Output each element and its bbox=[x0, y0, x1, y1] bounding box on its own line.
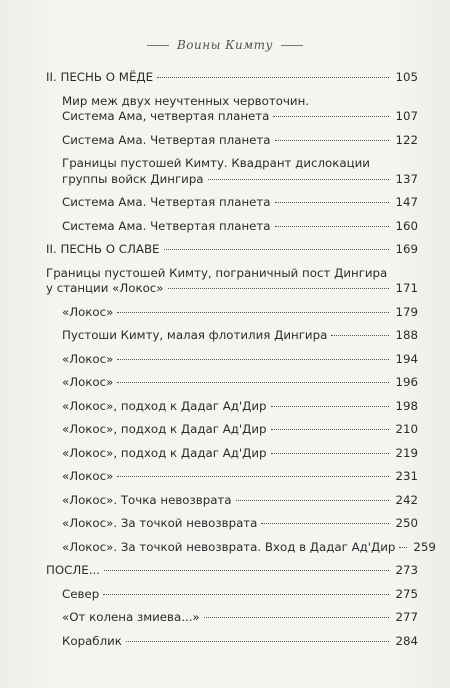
dot-leader bbox=[117, 476, 389, 477]
toc-entry bbox=[46, 305, 418, 321]
page-number: 160 bbox=[395, 218, 418, 233]
page-number: 122 bbox=[395, 132, 418, 147]
toc-entry bbox=[46, 493, 418, 509]
running-header-title: Воины Кимту bbox=[176, 38, 274, 52]
toc-entry-title: Кораблик bbox=[62, 633, 122, 648]
toc-entry bbox=[46, 539, 436, 556]
toc-entry-leader-line bbox=[62, 469, 418, 485]
toc-entry-leader-line bbox=[62, 375, 418, 391]
toc-entry bbox=[46, 634, 418, 650]
dot-leader bbox=[275, 226, 390, 227]
toc-entry bbox=[46, 399, 418, 415]
toc-entry bbox=[46, 563, 418, 579]
toc-entry bbox=[46, 94, 418, 125]
toc-entry-title: «Локос» bbox=[62, 375, 114, 389]
toc-entry-leader-line bbox=[62, 493, 418, 509]
toc-entry-title: группы войск Дингира bbox=[62, 171, 204, 186]
toc-entry bbox=[46, 70, 418, 86]
toc-entry bbox=[46, 422, 418, 438]
page-number: 284 bbox=[395, 633, 418, 648]
toc-entry-title-line: Границы пустошей Кимту, пограничный пост Дингира bbox=[46, 265, 388, 280]
toc-entry-leader-line bbox=[62, 610, 418, 626]
toc-entry bbox=[46, 469, 418, 485]
header-rule-left bbox=[147, 45, 169, 46]
toc-entry-title: Система Ама. Четвертая планета bbox=[62, 218, 271, 233]
page-number: 188 bbox=[395, 328, 418, 342]
dot-leader bbox=[168, 288, 390, 289]
toc-entry-title-line: Мир меж двух неучтенных червоточин. bbox=[62, 93, 310, 108]
toc-entry-leader-line bbox=[62, 172, 418, 188]
page-number: 179 bbox=[395, 304, 418, 319]
dot-leader bbox=[236, 500, 390, 501]
toc-entry bbox=[46, 446, 418, 462]
toc-entry bbox=[46, 375, 418, 391]
page-number: 107 bbox=[395, 109, 418, 123]
toc-entry-title: Система Ама. Четвертая планета bbox=[62, 132, 271, 147]
toc-entry-title: II. ПЕСНЬ О СЛАВЕ bbox=[46, 242, 160, 256]
toc-entry bbox=[46, 266, 418, 297]
dot-leader bbox=[204, 617, 390, 618]
dot-leader bbox=[273, 116, 389, 117]
toc-entry-leader-line bbox=[62, 634, 418, 650]
toc-entry-title: «Локос» bbox=[62, 304, 114, 319]
toc-entry-title: «Локос». За точкой невозврата. Вход в Дадаг Ад'Дир bbox=[62, 539, 396, 554]
toc-entry-title: «Локос» bbox=[62, 351, 114, 366]
dot-leader bbox=[208, 179, 390, 180]
toc-entry bbox=[46, 242, 418, 258]
toc-entry-leader-line bbox=[62, 516, 418, 532]
page-number: 277 bbox=[395, 610, 418, 624]
dot-leader bbox=[271, 406, 390, 407]
toc-entry-leader-line bbox=[62, 133, 418, 149]
page-number: 171 bbox=[395, 281, 418, 295]
dot-leader bbox=[117, 312, 389, 313]
page-number: 231 bbox=[395, 469, 418, 483]
toc-entry-title-line: Границы пустошей Кимту. Квадрант дислокации bbox=[62, 156, 370, 170]
page-number: 219 bbox=[395, 445, 418, 460]
dot-leader bbox=[331, 335, 389, 336]
toc-entry-leader-line bbox=[62, 352, 418, 368]
toc-entry-leader-line bbox=[62, 539, 436, 556]
toc-entry-leader-line bbox=[62, 219, 418, 235]
page-number: 210 bbox=[395, 422, 418, 436]
toc-entry bbox=[46, 587, 418, 603]
page-number: 137 bbox=[395, 171, 418, 186]
page-number: 250 bbox=[395, 516, 418, 530]
toc-entry bbox=[46, 352, 418, 368]
dot-leader bbox=[271, 429, 390, 430]
toc-entry bbox=[46, 610, 418, 626]
toc-entry-title: Система Ама, четвертая планета bbox=[62, 109, 270, 123]
dot-leader bbox=[104, 570, 390, 571]
dot-leader bbox=[157, 77, 389, 78]
page-number: 105 bbox=[395, 70, 418, 84]
toc-entry-title: «Локос». Точка невозврата bbox=[62, 492, 232, 507]
dot-leader bbox=[117, 359, 389, 360]
toc-entry-title: «Локос». За точкой невозврата bbox=[62, 516, 258, 530]
toc-entry-title: «Локос», подход к Дадаг Ад'Дир bbox=[62, 398, 267, 413]
dot-leader bbox=[261, 523, 389, 524]
toc-entry-leader-line bbox=[62, 587, 418, 603]
dot-leader bbox=[399, 547, 407, 548]
dot-leader bbox=[126, 641, 390, 642]
header-rule-right bbox=[281, 45, 303, 46]
dot-leader bbox=[271, 453, 390, 454]
toc-entry-title: у станции «Локос» bbox=[46, 281, 164, 295]
toc-entry-leader-line bbox=[62, 109, 418, 125]
page-number: 275 bbox=[395, 586, 418, 601]
page-number: 242 bbox=[395, 492, 418, 507]
page-number: 147 bbox=[395, 195, 418, 209]
page-number: 198 bbox=[395, 398, 418, 413]
page-number: 259 bbox=[413, 539, 436, 554]
page-number: 196 bbox=[395, 375, 418, 389]
toc-entry bbox=[46, 516, 418, 532]
toc-entry-leader-line bbox=[46, 563, 418, 579]
toc-entry-title: Система Ама. Четвертая планета bbox=[62, 195, 271, 209]
toc-entry bbox=[46, 156, 418, 187]
toc-entry-leader-line bbox=[62, 195, 418, 211]
toc-entry-title: «Локос», подход к Дадаг Ад'Дир bbox=[62, 445, 267, 460]
toc-entry bbox=[46, 219, 418, 235]
dot-leader bbox=[275, 202, 390, 203]
toc-entry-title: ПОСЛЕ... bbox=[46, 563, 100, 577]
toc-entry-title: «Локос» bbox=[62, 469, 114, 483]
toc-entry-leader-line bbox=[46, 281, 418, 297]
toc-entry-title: Север bbox=[62, 586, 100, 601]
toc-entry-title: «Локос», подход к Дадаг Ад'Дир bbox=[62, 422, 267, 436]
toc-entry bbox=[46, 133, 418, 149]
toc-entry-leader-line bbox=[46, 70, 418, 86]
toc-entry-title: Пустоши Кимту, малая флотилия Дингира bbox=[62, 328, 328, 342]
toc-entry-leader-line bbox=[62, 305, 418, 321]
toc-entry-leader-line bbox=[62, 328, 418, 344]
page-footer bbox=[0, 668, 450, 678]
dot-leader bbox=[164, 249, 390, 250]
dot-leader bbox=[103, 594, 389, 595]
toc-entry-leader-line bbox=[46, 242, 418, 258]
toc-entry bbox=[46, 328, 418, 344]
toc-entry-leader-line bbox=[62, 422, 418, 438]
dot-leader bbox=[275, 140, 390, 141]
dot-leader bbox=[117, 382, 389, 383]
table-of-contents bbox=[46, 70, 436, 649]
toc-entry-leader-line bbox=[62, 446, 418, 462]
page-number: 273 bbox=[395, 563, 418, 577]
page-number: 194 bbox=[395, 351, 418, 366]
toc-entry-leader-line bbox=[62, 399, 418, 415]
toc-entry-title: «От колена змиева...» bbox=[62, 610, 200, 624]
page-number: 169 bbox=[395, 242, 418, 256]
toc-entry-title: II. ПЕСНЬ О МЁДЕ bbox=[46, 70, 154, 84]
running-header bbox=[0, 38, 450, 52]
toc-entry bbox=[46, 195, 418, 211]
